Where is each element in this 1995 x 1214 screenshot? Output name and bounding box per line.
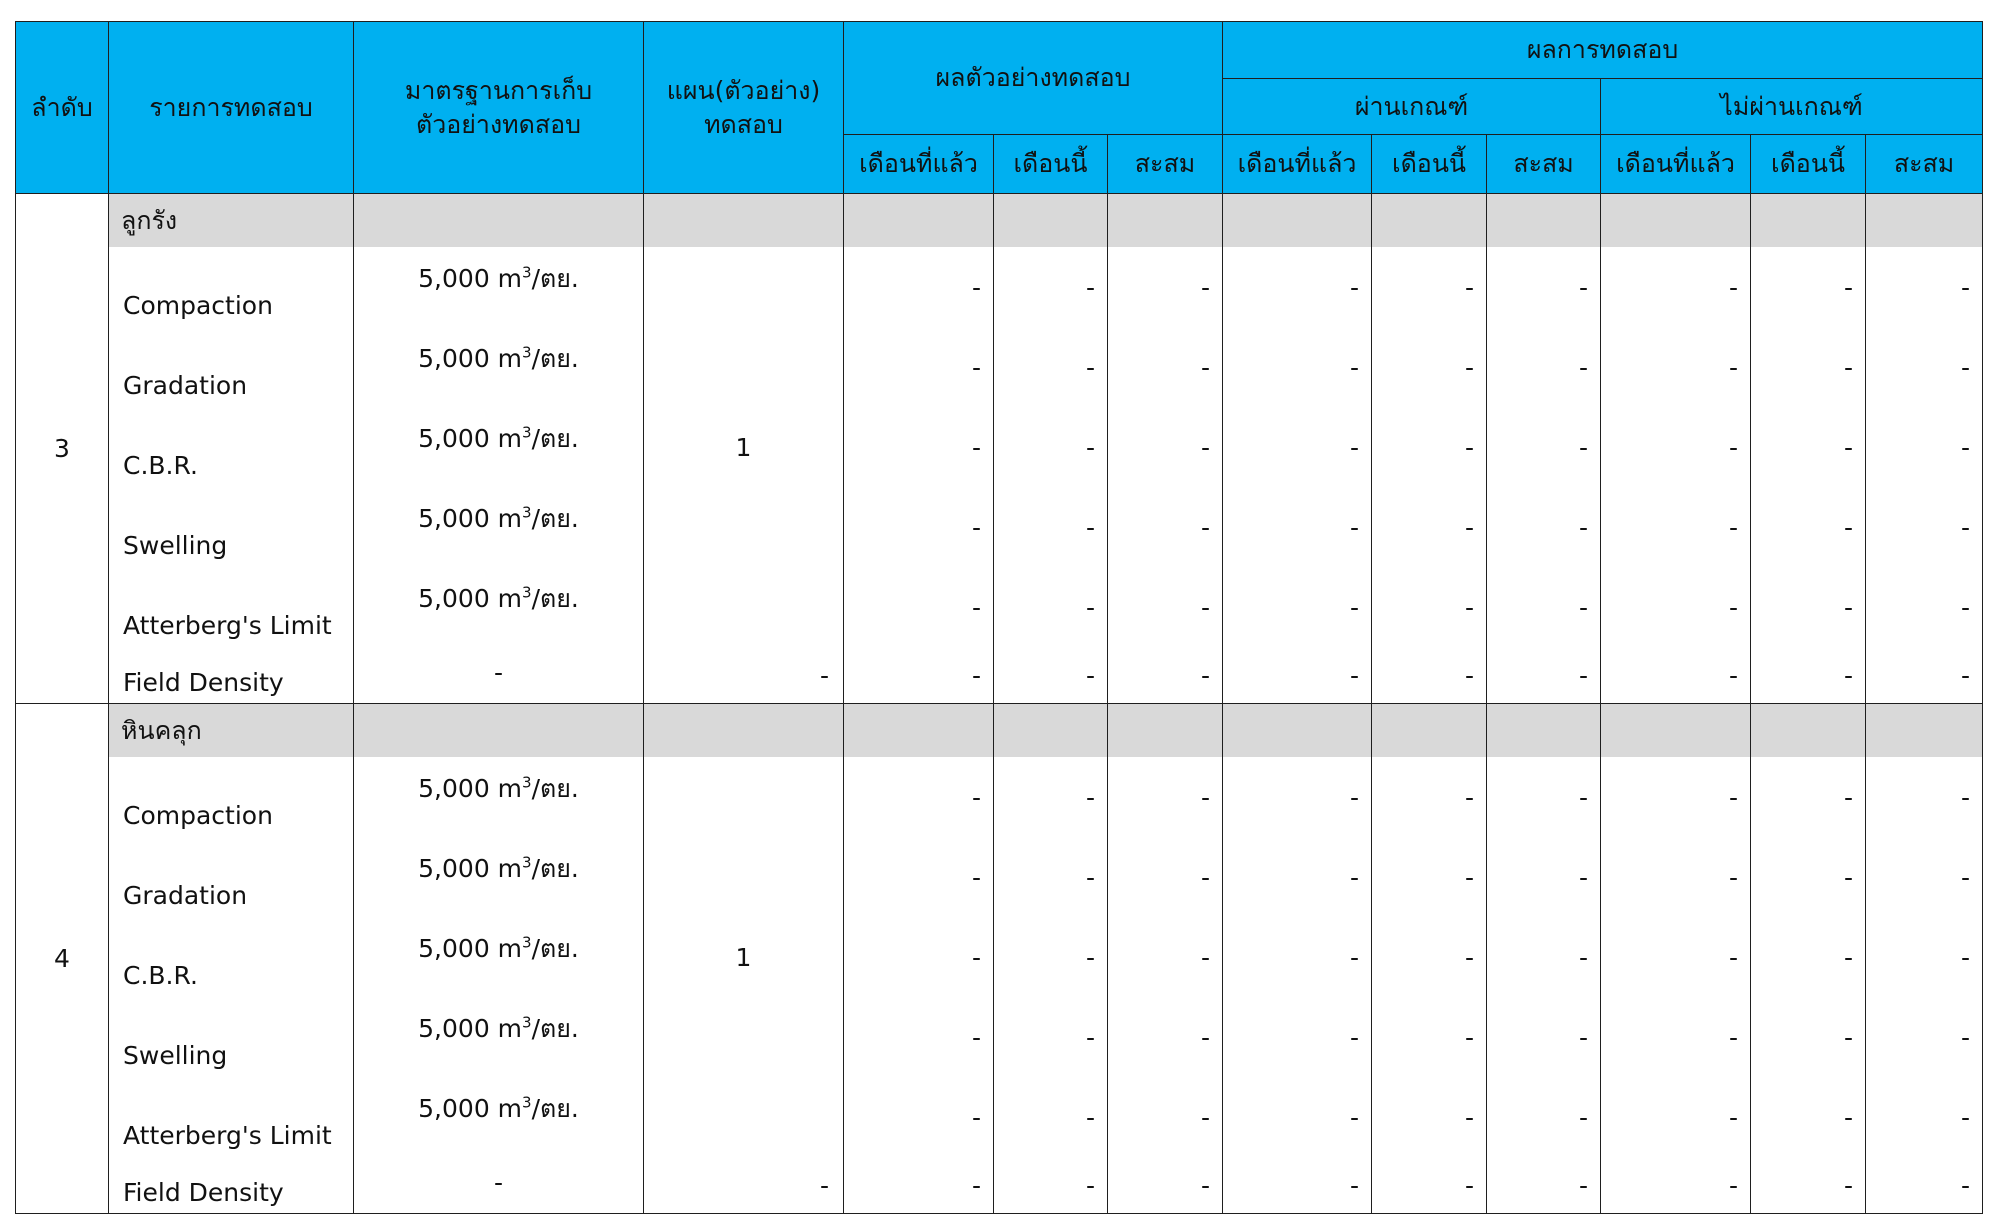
category-empty-cell <box>1751 194 1866 248</box>
result-value: - <box>1601 327 1751 407</box>
table-row <box>16 407 1983 487</box>
sampling-standard <box>354 837 644 917</box>
result-value: - <box>1372 757 1487 837</box>
standard-exponent: 3 <box>522 583 532 602</box>
result-value: - <box>994 487 1108 567</box>
result-value: - <box>1751 407 1866 487</box>
sampling-standard <box>354 407 644 487</box>
table-row <box>16 647 1983 704</box>
result-value: - <box>1372 487 1487 567</box>
result-value: - <box>1372 1157 1487 1214</box>
result-value: - <box>844 567 994 647</box>
sampling-standard <box>354 327 644 407</box>
standard-unit: /ตย. <box>531 774 579 803</box>
test-item-name: Gradation <box>109 837 354 917</box>
plan-count: - <box>644 647 844 704</box>
category-empty-cell <box>994 704 1108 758</box>
standard-unit: /ตย. <box>531 1094 579 1123</box>
standard-value: 5,000 m <box>418 344 523 373</box>
result-value: - <box>1108 327 1223 407</box>
sampling-standard <box>354 757 644 837</box>
table-row <box>16 997 1983 1077</box>
table-row <box>16 757 1983 837</box>
result-value: - <box>1751 1077 1866 1157</box>
header-sub-col: เดือนนี้ <box>1751 135 1866 194</box>
result-value: - <box>1751 247 1866 327</box>
sampling-standard <box>354 247 644 327</box>
standard-value: 5,000 m <box>418 424 523 453</box>
result-value: - <box>1372 327 1487 407</box>
test-results-table <box>15 21 1983 1214</box>
result-value: - <box>994 647 1108 704</box>
result-value: - <box>1866 647 1983 704</box>
plan-count: - <box>644 1157 844 1214</box>
result-value: - <box>1223 407 1372 487</box>
result-value: - <box>1751 327 1866 407</box>
standard-value: 5,000 m <box>418 584 523 613</box>
result-value: - <box>1372 997 1487 1077</box>
header-standard <box>354 22 644 194</box>
result-value: - <box>994 1157 1108 1214</box>
result-value: - <box>994 407 1108 487</box>
result-value: - <box>1866 567 1983 647</box>
result-value: - <box>1601 487 1751 567</box>
standard-value: 5,000 m <box>418 774 523 803</box>
result-value: - <box>844 917 994 997</box>
result-value: - <box>1108 917 1223 997</box>
standard-value: 5,000 m <box>418 264 523 293</box>
test-item-name: Field Density <box>109 1157 354 1214</box>
result-value: - <box>1223 1077 1372 1157</box>
result-value: - <box>1866 327 1983 407</box>
test-item-name: Compaction <box>109 757 354 837</box>
result-value: - <box>1601 997 1751 1077</box>
result-value: - <box>1601 917 1751 997</box>
header-item: รายการทดสอบ <box>109 22 354 194</box>
category-empty-cell <box>844 194 994 248</box>
result-value: - <box>1223 1157 1372 1214</box>
table-row <box>16 917 1983 997</box>
test-item-name: Swelling <box>109 997 354 1077</box>
result-value: - <box>1751 647 1866 704</box>
standard-exponent: 3 <box>522 343 532 362</box>
standard-exponent: 3 <box>522 1093 532 1112</box>
standard-unit: /ตย. <box>531 424 579 453</box>
standard-unit: /ตย. <box>531 344 579 373</box>
sampling-standard: - <box>354 647 644 704</box>
result-value: - <box>1601 647 1751 704</box>
standard-unit: /ตย. <box>531 584 579 613</box>
result-value: - <box>1372 647 1487 704</box>
result-value: - <box>1866 997 1983 1077</box>
category-empty-cell <box>994 194 1108 248</box>
category-empty-cell <box>1108 194 1223 248</box>
result-value: - <box>1487 1077 1601 1157</box>
result-value: - <box>1223 837 1372 917</box>
result-value: - <box>1487 647 1601 704</box>
result-value: - <box>844 327 994 407</box>
header-plan-text: แผน(ตัวอย่าง) ทดสอบ <box>666 75 821 139</box>
result-value: - <box>1372 917 1487 997</box>
table-row <box>16 1157 1983 1214</box>
standard-exponent: 3 <box>522 933 532 952</box>
category-row <box>16 194 1983 248</box>
result-value: - <box>1601 247 1751 327</box>
result-value: - <box>1372 567 1487 647</box>
sampling-standard <box>354 997 644 1077</box>
result-value: - <box>844 1157 994 1214</box>
result-value: - <box>1751 567 1866 647</box>
result-value: - <box>994 567 1108 647</box>
standard-unit: /ตย. <box>531 854 579 883</box>
result-value: - <box>1751 487 1866 567</box>
table-row <box>16 487 1983 567</box>
result-value: - <box>1601 407 1751 487</box>
result-value: - <box>1487 917 1601 997</box>
standard-value: 5,000 m <box>418 934 523 963</box>
standard-exponent: 3 <box>522 423 532 442</box>
result-value: - <box>994 1077 1108 1157</box>
result-value: - <box>1223 567 1372 647</box>
category-empty-cell <box>644 704 844 758</box>
result-value: - <box>1487 247 1601 327</box>
category-empty-cell <box>1751 704 1866 758</box>
standard-value: 5,000 m <box>418 854 523 883</box>
result-value: - <box>1108 1077 1223 1157</box>
result-value: - <box>994 997 1108 1077</box>
result-value: - <box>1108 407 1223 487</box>
result-value: - <box>1601 757 1751 837</box>
header-sub-col: เดือนนี้ <box>1372 135 1487 194</box>
result-value: - <box>1751 837 1866 917</box>
header-standard-text: มาตรฐานการเก็บ ตัวอย่างทดสอบ <box>404 75 593 139</box>
result-value: - <box>1108 997 1223 1077</box>
result-value: - <box>1108 487 1223 567</box>
standard-unit: /ตย. <box>531 264 579 293</box>
test-item-name: Gradation <box>109 327 354 407</box>
result-value: - <box>1108 757 1223 837</box>
header-sub-col: เดือนนี้ <box>994 135 1108 194</box>
result-value: - <box>1866 247 1983 327</box>
result-value: - <box>1223 487 1372 567</box>
category-empty-cell <box>1601 704 1751 758</box>
result-value: - <box>1601 1077 1751 1157</box>
header-test-results: ผลการทดสอบ <box>1223 22 1983 79</box>
result-value: - <box>1601 567 1751 647</box>
result-value: - <box>1372 407 1487 487</box>
sampling-standard <box>354 487 644 567</box>
standard-exponent: 3 <box>522 853 532 872</box>
table-row <box>16 327 1983 407</box>
sampling-standard <box>354 567 644 647</box>
header-sub-col: เดือนที่แล้ว <box>844 135 994 194</box>
plan-count: 1 <box>644 247 844 647</box>
standard-value: 5,000 m <box>418 1014 523 1043</box>
standard-unit: /ตย. <box>531 504 579 533</box>
result-value: - <box>1487 567 1601 647</box>
result-value: - <box>844 837 994 917</box>
standard-value: 5,000 m <box>418 504 523 533</box>
result-value: - <box>1108 567 1223 647</box>
result-value: - <box>994 837 1108 917</box>
category-empty-cell <box>1223 704 1372 758</box>
table-row <box>16 837 1983 917</box>
header-pass: ผ่านเกณฑ์ <box>1223 79 1601 135</box>
standard-exponent: 3 <box>522 773 532 792</box>
result-value: - <box>1223 247 1372 327</box>
test-item-name: Atterberg's Limit <box>109 1077 354 1157</box>
result-value: - <box>1223 757 1372 837</box>
header-fail: ไม่ผ่านเกณฑ์ <box>1601 79 1983 135</box>
category-empty-cell <box>1223 194 1372 248</box>
result-value: - <box>1866 837 1983 917</box>
result-value: - <box>1372 1077 1487 1157</box>
table-row <box>16 567 1983 647</box>
header-sub-col: สะสม <box>1866 135 1983 194</box>
category-name: หินคลุก <box>109 704 354 758</box>
result-value: - <box>1487 1157 1601 1214</box>
category-empty-cell <box>1372 194 1487 248</box>
result-value: - <box>1487 487 1601 567</box>
category-empty-cell <box>1487 704 1601 758</box>
standard-value: 5,000 m <box>418 1094 523 1123</box>
header-sub-col: เดือนที่แล้ว <box>1601 135 1751 194</box>
header-sub-col: เดือนที่แล้ว <box>1223 135 1372 194</box>
category-empty-cell <box>844 704 994 758</box>
result-value: - <box>844 407 994 487</box>
table-row <box>16 247 1983 327</box>
test-item-name: Atterberg's Limit <box>109 567 354 647</box>
header-sub-col: สะสม <box>1108 135 1223 194</box>
result-value: - <box>994 327 1108 407</box>
result-value: - <box>1751 917 1866 997</box>
standard-unit: /ตย. <box>531 934 579 963</box>
category-empty-cell <box>1487 194 1601 248</box>
result-value: - <box>844 647 994 704</box>
category-empty-cell <box>1601 194 1751 248</box>
result-value: - <box>1751 1157 1866 1214</box>
result-value: - <box>1751 757 1866 837</box>
result-value: - <box>1108 247 1223 327</box>
test-item-name: Field Density <box>109 647 354 704</box>
result-value: - <box>1751 997 1866 1077</box>
result-value: - <box>1223 327 1372 407</box>
result-value: - <box>1866 917 1983 997</box>
result-value: - <box>844 997 994 1077</box>
test-item-name: C.B.R. <box>109 407 354 487</box>
result-value: - <box>1866 407 1983 487</box>
plan-count: 1 <box>644 757 844 1157</box>
category-empty-cell <box>644 194 844 248</box>
category-empty-cell <box>1108 704 1223 758</box>
result-value: - <box>1372 247 1487 327</box>
result-value: - <box>844 247 994 327</box>
result-value: - <box>1601 837 1751 917</box>
standard-unit: /ตย. <box>531 1014 579 1043</box>
standard-exponent: 3 <box>522 503 532 522</box>
header-sub-col: สะสม <box>1487 135 1601 194</box>
result-value: - <box>994 247 1108 327</box>
test-item-name: Compaction <box>109 247 354 327</box>
result-value: - <box>1866 757 1983 837</box>
result-value: - <box>1866 487 1983 567</box>
category-row <box>16 704 1983 758</box>
result-value: - <box>1601 1157 1751 1214</box>
result-value: - <box>1372 837 1487 917</box>
group-seq: 4 <box>16 704 109 1214</box>
result-value: - <box>1108 1157 1223 1214</box>
header-plan <box>644 22 844 194</box>
result-value: - <box>1487 327 1601 407</box>
table-row <box>16 1077 1983 1157</box>
result-value: - <box>1487 407 1601 487</box>
result-value: - <box>844 487 994 567</box>
group-seq: 3 <box>16 194 109 704</box>
category-name: ลูกรัง <box>109 194 354 248</box>
result-value: - <box>1223 997 1372 1077</box>
category-empty-cell <box>1372 704 1487 758</box>
category-empty-cell <box>354 704 644 758</box>
test-item-name: C.B.R. <box>109 917 354 997</box>
result-value: - <box>1108 647 1223 704</box>
result-value: - <box>1223 647 1372 704</box>
table-body <box>16 194 1983 1214</box>
result-value: - <box>994 917 1108 997</box>
result-value: - <box>1487 997 1601 1077</box>
header-seq: ลำดับ <box>16 22 109 194</box>
result-value: - <box>1866 1157 1983 1214</box>
category-empty-cell <box>354 194 644 248</box>
result-value: - <box>1487 837 1601 917</box>
result-value: - <box>844 1077 994 1157</box>
result-value: - <box>1487 757 1601 837</box>
result-value: - <box>1866 1077 1983 1157</box>
result-value: - <box>1223 917 1372 997</box>
standard-exponent: 3 <box>522 263 532 282</box>
test-item-name: Swelling <box>109 487 354 567</box>
header-sample-results: ผลตัวอย่างทดสอบ <box>844 22 1223 135</box>
result-value: - <box>844 757 994 837</box>
sampling-standard: - <box>354 1157 644 1214</box>
sampling-standard <box>354 917 644 997</box>
category-empty-cell <box>1866 704 1983 758</box>
category-empty-cell <box>1866 194 1983 248</box>
standard-exponent: 3 <box>522 1013 532 1032</box>
result-value: - <box>1108 837 1223 917</box>
result-value: - <box>994 757 1108 837</box>
sampling-standard <box>354 1077 644 1157</box>
